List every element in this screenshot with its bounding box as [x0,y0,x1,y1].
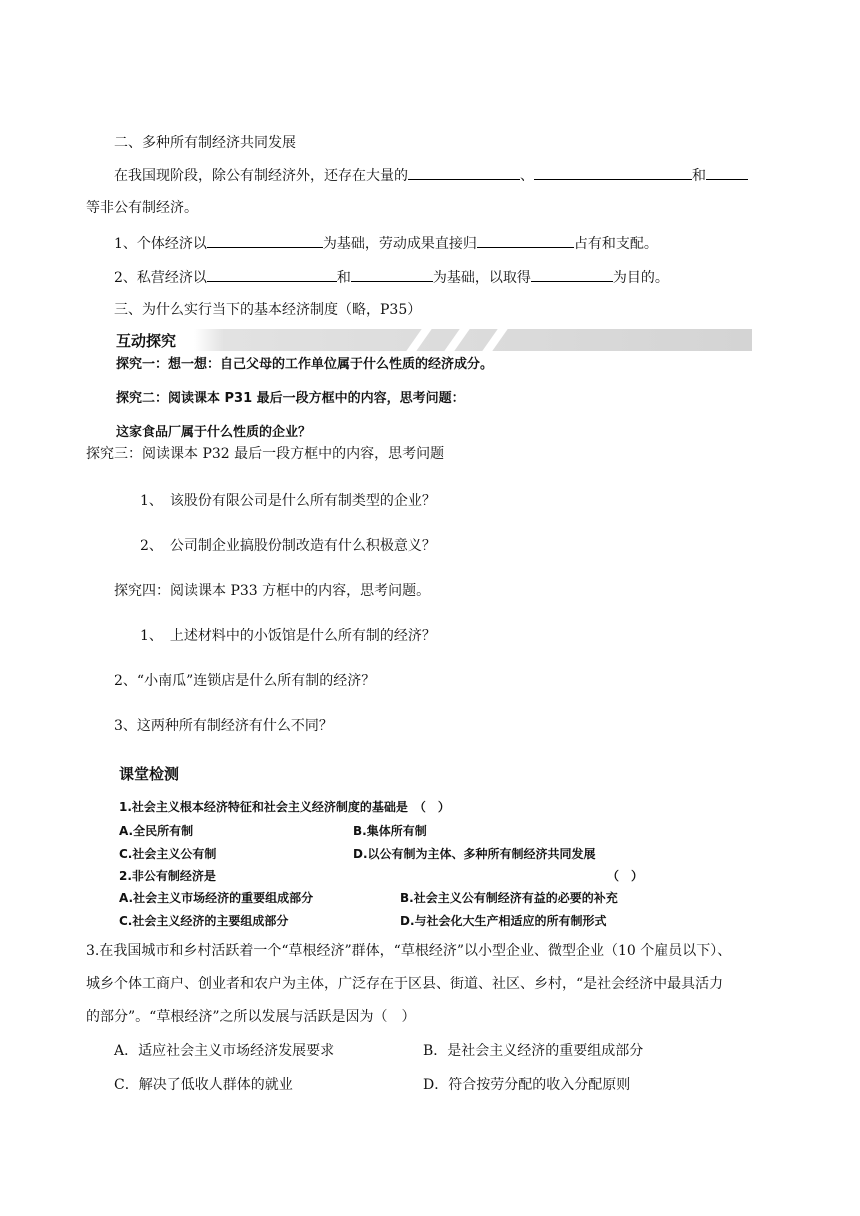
item-2-text-3: 为目的。 [612,270,669,286]
item-1-line [114,233,658,254]
question-1: 1.社会主义根本经济特征和社会主义经济制度的基础是 （ ） [119,800,450,814]
q1-option-a: A.全民所有制 [119,824,194,838]
exploration-2: 探究二：阅读课本 P31 最后一段方框中的内容，思考问题： [116,391,465,406]
item-1-text: 1、个体经济以 [114,236,207,252]
check-title: 课堂检测 [119,765,180,783]
question-2: 2.非公有制经济是 [119,869,216,883]
banner-stripe [406,329,431,351]
item-2-line [114,267,669,288]
question-2-paren: （ ） [607,869,644,883]
q3-option-b: B．是社会主义经济的重要组成部分 [423,1043,644,1059]
item-1-text-2: 为基础，劳动成果直接归 [322,236,477,252]
interactive-title: 互动探究 [116,332,177,350]
q3-option-a: A．适应社会主义市场经济发展要求 [114,1043,335,1059]
blank-field[interactable] [207,233,323,248]
exploration-4-item-3: 3、这两种所有制经济有什么不同？ [114,718,333,734]
blank-field[interactable] [207,267,337,282]
q2-option-d: D.与社会化大生产相适应的所有制形式 [400,914,607,928]
blank-field[interactable] [477,233,574,248]
exploration-3-item-1: 1、 该股份有限公司是什么所有制类型的企业？ [140,493,436,509]
banner-bar [114,329,752,351]
q3-option-d: D．符合按劳分配的收入分配原则 [423,1077,631,1093]
item-2-text: 2、私营经济以 [114,270,207,286]
q3-option-c: C．解决了低收人群体的就业 [114,1077,293,1093]
blank-field[interactable] [706,165,748,180]
blank-field[interactable] [531,267,613,282]
intro-text: 在我国现阶段，除公有制经济外，还存在大量的 [114,168,408,184]
q2-option-a: A.社会主义市场经济的重要组成部分 [119,891,314,905]
q2-option-c: C.社会主义经济的主要组成部分 [119,914,289,928]
section-heading-3: 三、为什么实行当下的基本经济制度（略，P35） [114,302,422,318]
blank-field[interactable] [408,165,520,180]
exploration-1: 探究一：想一想：自己父母的工作单位属于什么性质的经济成分。 [116,357,494,372]
q1-option-c: C.社会主义公有制 [119,847,217,861]
q1-option-d: D.以公有制为主体、多种所有制经济共同发展 [353,847,596,861]
question-3-line-3: 的部分”。“草根经济”之所以发展与活跃是因为（ ） [86,1009,416,1025]
question-3-line-2: 城乡个体工商户、创业者和农户为主体，广泛存在于区县、街道、社区、乡村，“是社会经济中最具活力 [86,976,724,992]
banner-stripe [444,329,469,351]
section-heading-2: 二、多种所有制经济共同发展 [114,135,296,151]
banner-stripe [482,329,507,351]
exploration-3-item-2: 2、 公司制企业搞股份制改造有什么积极意义？ [140,538,436,554]
item-2-and: 和 [336,270,351,286]
exploration-4: 探究四：阅读课本 P33 方框中的内容，思考问题。 [114,583,431,599]
item-1-text-3: 占有和支配。 [573,236,658,252]
intro-separator: 、 [520,168,534,184]
item-2-text-2: 为基础，以取得 [432,270,531,286]
exploration-2-question: 这家食品厂属于什么性质的企业？ [116,425,312,440]
exploration-3: 探究三：阅读课本 P32 最后一段方框中的内容，思考问题 [86,446,445,462]
q1-option-b: B.集体所有制 [353,824,427,838]
intro-line [114,165,748,186]
q2-option-b: B.社会主义公有制经济有益的必要的补充 [400,891,618,905]
question-3-line-1: 3.在我国城市和乡村活跃着一个“草根经济”群体，“草根经济”以小型企业、微型企业（10 个雇员以下）、 [86,943,732,959]
exploration-4-item-1: 1、 上述材料中的小饭馆是什么所有制的经济？ [140,628,436,644]
blank-field[interactable] [534,165,692,180]
blank-field[interactable] [351,267,433,282]
exploration-4-item-2: 2、“小南瓜”连锁店是什么所有制的经济？ [114,673,376,689]
intro-continuation: 等非公有制经济。 [86,200,198,216]
intro-and: 和 [692,168,706,184]
